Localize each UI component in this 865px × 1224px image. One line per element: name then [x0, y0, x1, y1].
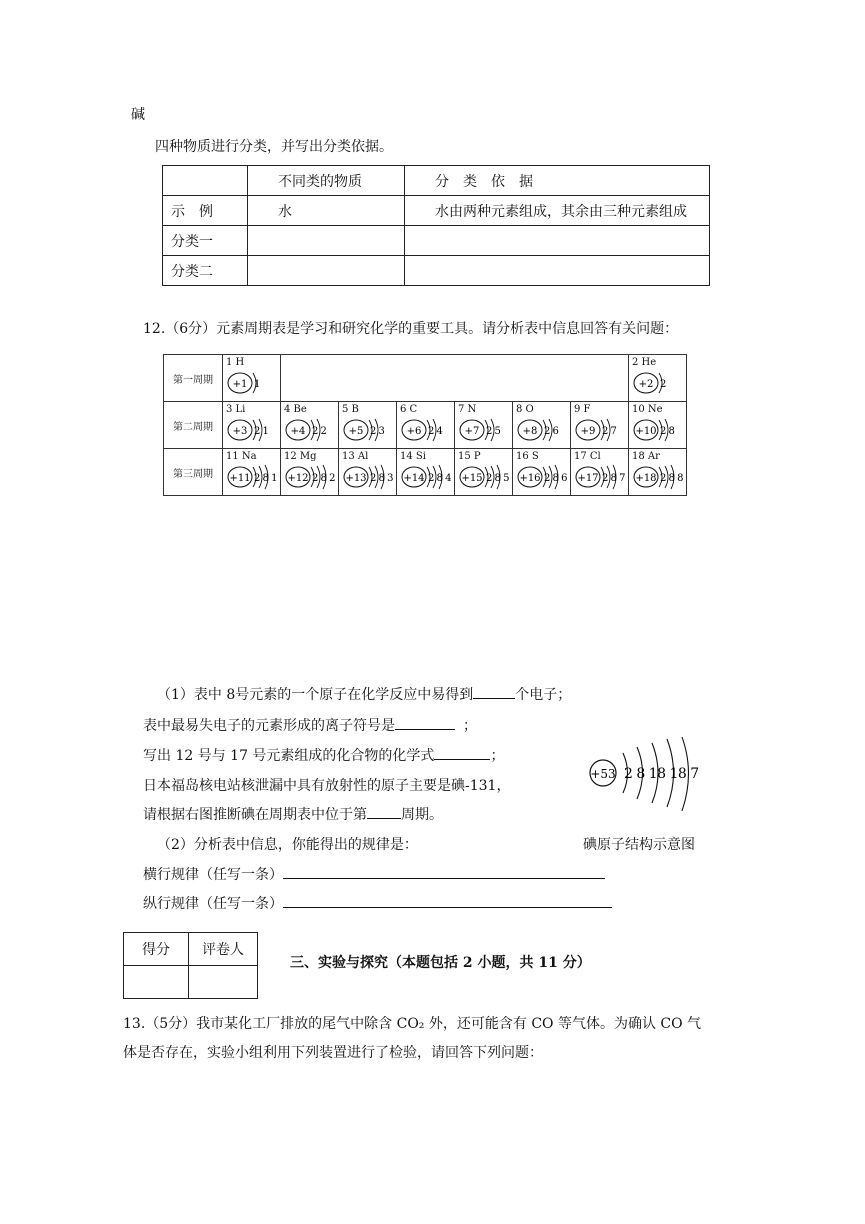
shell-electrons: 2 8 1 — [254, 473, 277, 484]
shell-electrons: 2 5 — [486, 426, 501, 437]
atom-structure-icon — [341, 462, 395, 492]
table-cell: 分类一 — [163, 226, 248, 256]
element-cell — [629, 355, 687, 402]
period-label: 第三周期 — [164, 449, 223, 496]
shell-electrons: 2 8 — [660, 426, 675, 437]
period-row-3 — [164, 449, 687, 496]
shell-electrons: 2 4 — [428, 426, 443, 437]
table-cell: 得分 — [124, 933, 189, 966]
element-symbol: 3 Li — [226, 404, 246, 415]
table-row — [163, 166, 710, 196]
nucleus-charge: +53 — [590, 767, 616, 781]
element-symbol: 16 S — [516, 451, 539, 462]
shell-electrons: 2 8 8 — [660, 473, 683, 484]
element-cell — [397, 449, 455, 496]
answer-blank[interactable] — [283, 893, 612, 908]
atom-structure-icon — [283, 462, 337, 492]
period-row-1 — [164, 355, 687, 402]
period-row-2 — [164, 402, 687, 449]
question-12: 12.（6分）元素周期表是学习和研究化学的重要工具。请分析表中信息回答有关问题： — [143, 321, 679, 337]
nucleus-charge: +10 — [635, 426, 657, 437]
shell-electrons: 2 7 — [602, 426, 617, 437]
nucleus-charge: +3 — [232, 426, 248, 437]
nucleus-charge: +13 — [345, 473, 367, 484]
atom-structure-icon — [399, 415, 453, 445]
element-cell — [397, 402, 455, 449]
nucleus-charge: +7 — [464, 426, 480, 437]
text: ； — [490, 748, 505, 764]
answer-cell[interactable] — [405, 256, 710, 286]
text: 横行规律（任写一条） — [143, 867, 283, 883]
shell-electrons: 2 3 — [370, 426, 385, 437]
element-symbol: 5 B — [342, 404, 359, 415]
score-cell[interactable] — [124, 966, 189, 999]
table-cell — [163, 166, 248, 196]
table-cell: 分类二 — [163, 256, 248, 286]
atom-structure-icon — [515, 462, 569, 492]
atom-structure-icon — [631, 462, 685, 492]
sub-question-1d: 日本福岛核电站核泄漏中具有放射性的原子主要是碘-131， — [143, 778, 511, 794]
element-cell — [339, 402, 397, 449]
question-13-line-1: 13.（5分）我市某化工厂排放的尾气中除含 CO₂ 外，还可能含有 CO 等气体。为确认 CO 气 — [123, 1016, 702, 1032]
nucleus-charge: +2 — [638, 379, 654, 390]
answer-cell[interactable] — [248, 256, 405, 286]
element-cell — [629, 402, 687, 449]
grader-cell[interactable] — [189, 966, 258, 999]
nucleus-charge: +17 — [577, 473, 599, 484]
nucleus-charge: +18 — [635, 473, 657, 484]
element-cell — [513, 449, 571, 496]
element-cell — [571, 402, 629, 449]
shell-electrons: 2 8 6 — [544, 473, 567, 484]
element-symbol: 2 He — [632, 357, 657, 368]
text: 写出 12 号与 17 号元素组成的化合物的化学式 — [143, 748, 435, 764]
text: ； — [463, 718, 477, 734]
sub-question-1b — [143, 715, 477, 735]
atom-structure-icon — [225, 368, 279, 398]
nucleus-charge: +16 — [519, 473, 541, 484]
empty-region — [281, 355, 629, 402]
sub-question-1c — [143, 745, 504, 765]
atom-structure-icon — [573, 415, 627, 445]
element-symbol: 18 Ar — [632, 451, 660, 462]
nucleus-charge: +15 — [461, 473, 483, 484]
period-label: 第一周期 — [164, 355, 223, 402]
table-row — [124, 966, 258, 999]
section-3-title: 三、实验与探究（本题包括 2 小题，共 11 分） — [290, 955, 591, 971]
intro-text: 四种物质进行分类，并写出分类依据。 — [155, 139, 393, 155]
element-symbol: 13 Al — [342, 451, 369, 462]
element-symbol: 8 O — [516, 404, 534, 415]
atom-structure-icon — [573, 462, 627, 492]
element-cell — [571, 449, 629, 496]
nucleus-charge: +11 — [229, 473, 251, 484]
element-cell — [223, 449, 281, 496]
period-label: 第二周期 — [164, 402, 223, 449]
answer-blank[interactable] — [367, 804, 401, 819]
element-symbol: 9 F — [574, 404, 591, 415]
score-table — [123, 932, 258, 999]
atom-structure-icon — [283, 415, 337, 445]
nucleus-charge: +4 — [290, 426, 306, 437]
element-symbol: 4 Be — [284, 404, 307, 415]
rule-vertical — [143, 893, 612, 913]
element-symbol: 12 Mg — [284, 451, 317, 462]
nucleus-charge: +6 — [406, 426, 422, 437]
nucleus-charge: +8 — [522, 426, 538, 437]
shell-electrons: 2 2 — [312, 426, 327, 437]
element-cell — [513, 402, 571, 449]
nucleus-charge: +12 — [287, 473, 309, 484]
table-row — [124, 933, 258, 966]
table-row — [163, 226, 710, 256]
text: 请根据右图推断碘在周期表中位于第 — [143, 807, 367, 823]
iodine-structure-diagram — [586, 735, 706, 817]
table-cell: 评卷人 — [189, 933, 258, 966]
sub-question-2: （2）分析表中信息，你能得出的规律是： — [157, 837, 418, 853]
element-symbol: 14 Si — [400, 451, 426, 462]
answer-blank[interactable] — [283, 864, 605, 879]
shell-electrons: 2 8 7 — [602, 473, 625, 484]
answer-blank[interactable] — [434, 745, 490, 760]
element-symbol: 1 H — [226, 357, 245, 368]
shell-electrons: 2 8 5 — [486, 473, 509, 484]
answer-cell[interactable] — [405, 226, 710, 256]
element-cell — [281, 449, 339, 496]
classification-table — [162, 165, 710, 286]
element-symbol: 7 N — [458, 404, 477, 415]
shell-electrons: 2 8 18 18 7 — [624, 766, 699, 782]
element-cell — [629, 449, 687, 496]
atom-structure-icon — [457, 415, 511, 445]
table-cell: 示 例 — [163, 196, 248, 226]
element-symbol: 6 C — [400, 404, 418, 415]
text: （1）表中 8号元素的一个原子在化学反应中易得到 — [157, 687, 474, 703]
shell-electrons: 2 — [660, 379, 666, 390]
nucleus-charge: +9 — [580, 426, 596, 437]
shell-electrons: 2 8 3 — [370, 473, 393, 484]
sub-question-1e — [143, 804, 443, 824]
element-symbol: 15 P — [458, 451, 481, 462]
table-row — [163, 256, 710, 286]
table-cell: 水由两种元素组成，其余由三种元素组成 — [405, 196, 710, 226]
answer-blank[interactable] — [395, 715, 455, 730]
shell-electrons: 2 1 — [254, 426, 269, 437]
atom-structure-icon — [631, 415, 685, 445]
element-symbol: 10 Ne — [632, 404, 663, 415]
shell-electrons: 2 8 4 — [428, 473, 451, 484]
sub-question-1a — [157, 684, 571, 704]
element-cell — [455, 449, 513, 496]
element-cell — [223, 355, 281, 402]
text: 个电子； — [515, 687, 572, 703]
periodic-table — [163, 354, 687, 496]
atom-structure-icon — [515, 415, 569, 445]
question-13-line-2: 体是否存在，实验小组利用下列装置进行了检验，请回答下列问题： — [123, 1045, 543, 1061]
table-cell: 分 类 依 据 — [405, 166, 710, 196]
text: 周期。 — [401, 807, 443, 823]
atom-structure-icon — [341, 415, 395, 445]
element-symbol: 17 Cl — [574, 451, 601, 462]
nucleus-charge: +14 — [403, 473, 425, 484]
table-cell: 不同类的物质 — [248, 166, 405, 196]
text: 表中最易失电子的元素形成的离子符号是 — [143, 718, 395, 734]
shell-electrons: 1 — [254, 379, 260, 390]
table-row — [163, 196, 710, 226]
atom-structure-icon — [631, 368, 685, 398]
atom-structure-icon — [457, 462, 511, 492]
answer-cell[interactable] — [248, 226, 405, 256]
atom-structure-icon — [225, 462, 279, 492]
table-cell: 水 — [248, 196, 405, 226]
top-char: 碱 — [131, 107, 145, 123]
atom-structure-icon — [399, 462, 453, 492]
rule-horizontal — [143, 864, 605, 884]
shell-electrons: 2 6 — [544, 426, 559, 437]
nucleus-charge: +1 — [232, 379, 248, 390]
element-symbol: 11 Na — [226, 451, 257, 462]
answer-blank[interactable] — [473, 684, 515, 699]
iodine-caption: 碘原子结构示意图 — [583, 837, 695, 853]
element-cell — [223, 402, 281, 449]
atom-structure-icon — [225, 415, 279, 445]
text: 纵行规律（任写一条） — [143, 896, 283, 912]
nucleus-charge: +5 — [348, 426, 364, 437]
element-cell — [339, 449, 397, 496]
element-cell — [455, 402, 513, 449]
shell-electrons: 2 8 2 — [312, 473, 335, 484]
element-cell — [281, 402, 339, 449]
